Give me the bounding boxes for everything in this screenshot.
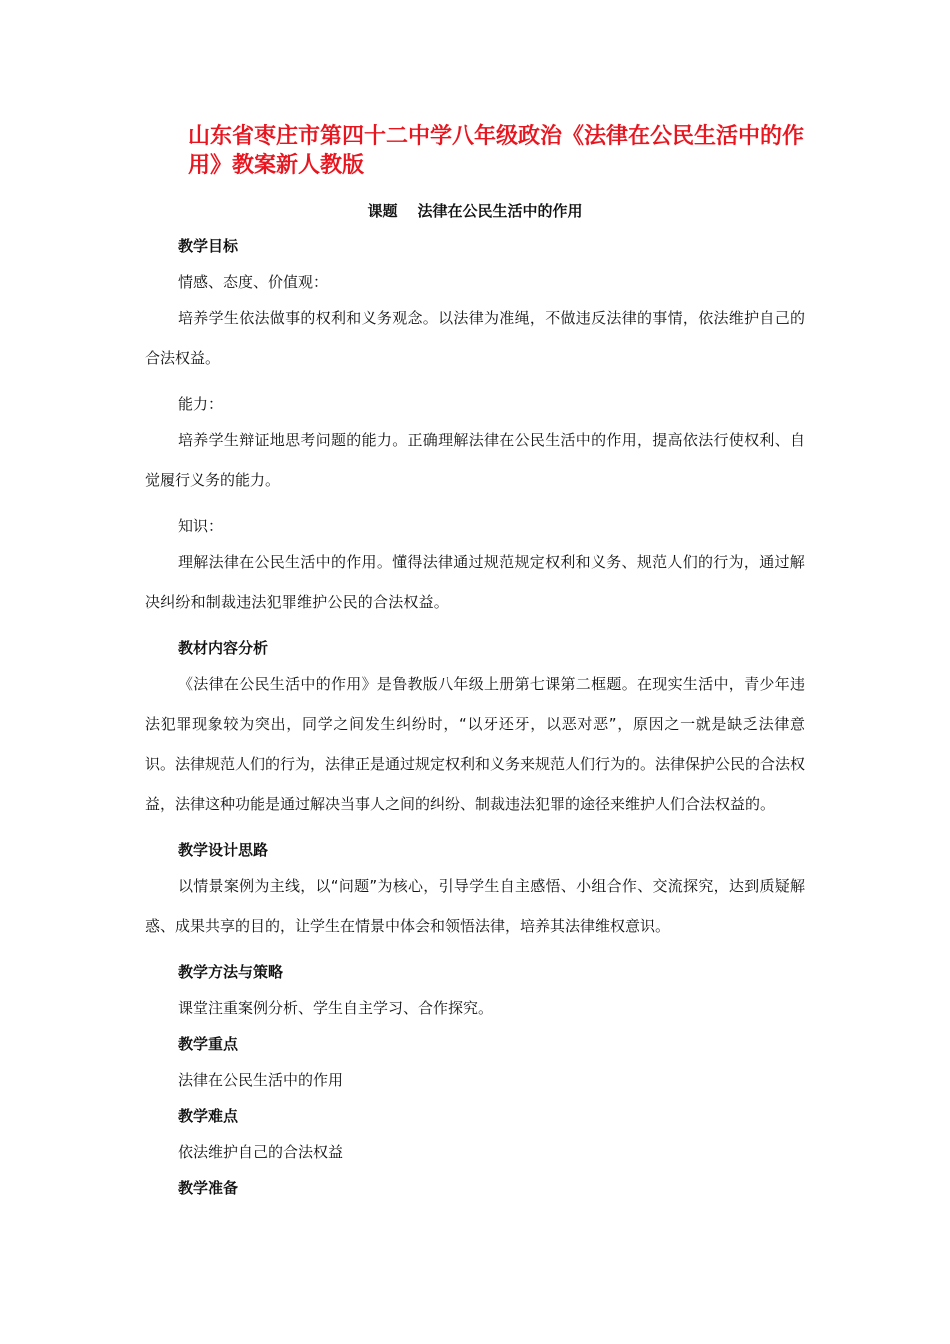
topic-label: 课题 (367, 202, 398, 220)
topic-text: 法律在公民生活中的作用 (417, 202, 583, 220)
design-heading: 教学设计思路 (178, 841, 269, 859)
ability-label: 能力： (178, 395, 224, 413)
method-text: 课堂注重案例分析、学生自主学习、合作探究。 (178, 999, 494, 1017)
document-body (145, 236, 805, 1198)
knowledge-paragraph: 理解法律在公民生活中的作用。懂得法律通过规范规定权利和义务、规范人们的行为，通过解决纠纷和制裁违法犯罪维护公民的合法权益。 (145, 553, 805, 611)
ability-paragraph: 培养学生辩证地思考问题的能力。正确理解法律在公民生活中的作用，提高依法行使权利、自觉履行义务的能力。 (145, 431, 805, 489)
lesson-topic (0, 201, 950, 221)
design-paragraph: 以情景案例为主线，以“问题”为核心，引导学生自主感悟、小组合作、交流探究，达到质疑解惑、成果共享的目的，让学生在情景中体会和领悟法律，培养其法律维权意识。 (145, 877, 805, 935)
document-title: 山东省枣庄市第四十二中学八年级政治《法律在公民生活中的作用》教案新人教版 (188, 124, 805, 178)
preparation-heading: 教学准备 (178, 1179, 239, 1197)
analysis-paragraph: 《法律在公民生活中的作用》是鲁教版八年级上册第七课第二框题。在现实生活中，青少年违法犯罪现象较为突出，同学之间发生纠纷时，“以牙还牙，以恶对恶”，原因之一就是缺乏法律意识。法律规范人们的行为，法律正是通过规定权利和义务来规范人们行为的。法律保护公民的合法权益，法律这种功能是通过解决当事人之间的纠纷、制裁违法犯罪的途径来维护人们合法权益的。 (145, 675, 806, 813)
key-point-text: 法律在公民生活中的作用 (178, 1071, 344, 1089)
difficulty-heading: 教学难点 (178, 1107, 239, 1125)
knowledge-label: 知识： (178, 517, 224, 535)
analysis-heading: 教材内容分析 (178, 639, 269, 657)
emotion-label: 情感、态度、价值观： (178, 273, 329, 291)
objectives-heading: 教学目标 (178, 237, 239, 255)
difficulty-text: 依法维护自己的合法权益 (178, 1143, 344, 1161)
method-heading: 教学方法与策略 (178, 963, 284, 981)
key-point-heading: 教学重点 (178, 1035, 239, 1053)
emotion-paragraph: 培养学生依法做事的权利和义务观念。以法律为准绳，不做违反法律的事情，依法维护自己的合法权益。 (145, 309, 805, 367)
